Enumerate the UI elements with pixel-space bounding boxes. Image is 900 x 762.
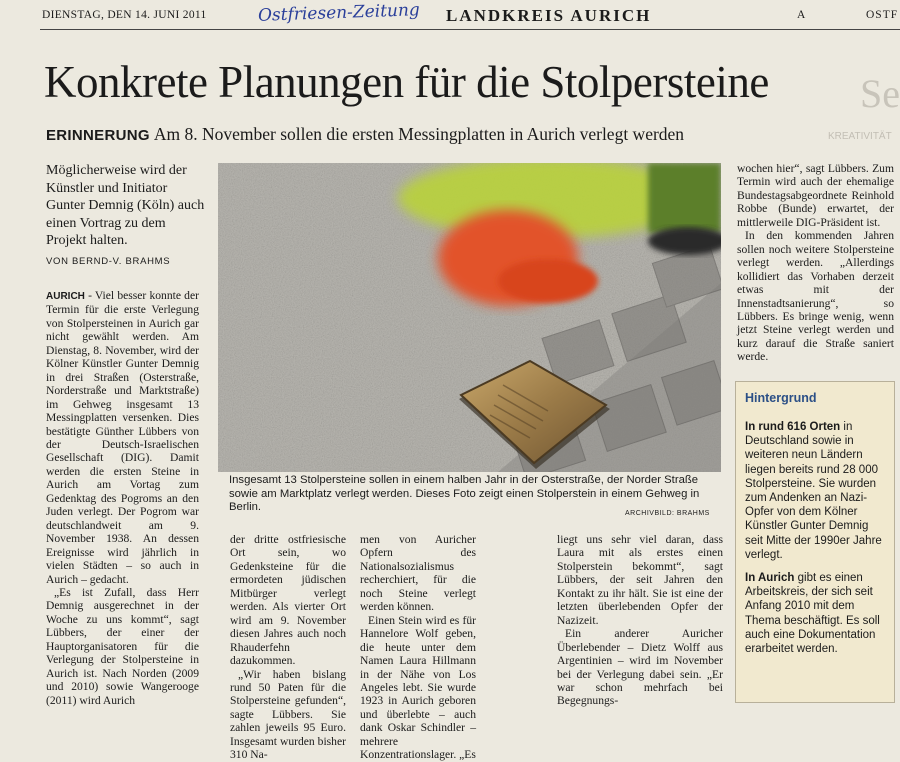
paragraph: wochen hier“, sagt Lübbers. Zum Termin wird auch der ehemalige Bundestagsabgeordnete Reinhold Robbe (Bunde) erwartet, der mittlerweile DIG-Präsident ist. xyxy=(737,162,894,229)
paragraph: liegt uns sehr viel daran, dass Laura mit als erstes einen Stolperstein bekommt“, sagt Lübbers, der seit Jahren den Kontakt zu ihr hält. Sie ist eine der letzten überlebenden Opfer der Nazizeit. xyxy=(557,533,723,627)
photo-credit: ARCHIVBILD: BRAHMS xyxy=(625,510,710,517)
masthead-rule xyxy=(40,29,900,30)
stolperstein-photo xyxy=(218,163,721,472)
byline: VON BERND-V. BRAHMS xyxy=(46,256,171,267)
dateline: AURICH xyxy=(46,291,85,302)
article-column-5 xyxy=(737,162,894,364)
info-paragraph: In rund 616 Orten in Deutschland sowie in weiteren neun Ländern liegen bereits rund 28 000 Stolpersteine. Sie wurden zum Andenken an Nazi-Opfer von dem Kölner Künstler Gunter Demnig seit Mitte der 1990er Jahre verlegt. xyxy=(745,421,882,561)
section-title: LANDKREIS AURICH xyxy=(446,6,652,25)
paragraph: In den kommenden Jahren sollen noch weitere Stolpersteine verlegt werden. „Allerdings kollidiert das Vorhaben derzeit etwas mit der Innenstadtsanierung“, so Lübbers. Es bringe wenig, wenn jetzt Steine verlegt werden und kurz darauf die Straße saniert werde. xyxy=(737,229,894,364)
info-box-text xyxy=(745,420,889,665)
subheadline xyxy=(46,124,684,145)
paragraph: „Wir haben bislang rund 50 Paten für die Stolpersteine gefunden“, sagte Lübbers. Sie zahlen jeweils 95 Euro. Insgesamt wurden bisher 310 Na- xyxy=(230,667,346,762)
info-paragraph: In Aurich gibt es einen Arbeitskreis, der sich seit Anfang 2010 mit dem Thema beschäftigt. Es soll auch eine Dokumentation erarbeitet werden. xyxy=(745,572,880,656)
bleed-through-text: KREATIVITÄT xyxy=(828,131,892,142)
article-column-1 xyxy=(46,289,199,707)
paragraph: men von Auricher Opfern des Nationalsozialismus recherchiert, für die noch Steine verlegt werden können. xyxy=(360,533,476,614)
headline: Konkrete Planungen für die Stolpersteine xyxy=(44,57,769,107)
page-letter: A xyxy=(797,9,806,21)
article-column-4 xyxy=(557,533,723,708)
paragraph: „Es ist Zufall, dass Herr Demnig ausgerechnet in der Woche zu uns kommt“, sagt Lübbers, der einer der Hauptorganisatoren für die Verlegung der Stolpersteine in Aurich ist. Nach Norden (2009 und 2010) sowie Wangerooge (2011) wird Aurich xyxy=(46,585,199,707)
edge-text: OSTF xyxy=(866,9,899,21)
photo-caption: Insgesamt 13 Stolpersteine sollen in einem halben Jahr in der Osterstraße, der Norder Straße sowie am Marktplatz verlegt werden. Dieses Foto zeigt einen Stolperstein in einem Gehweg in Berlin. xyxy=(229,474,700,514)
issue-date: DIENSTAG, DEN 14. JUNI 2011 xyxy=(42,9,207,21)
intro-paragraph: Möglicherweise wird der Künstler und Initiator Gunter Demnig (Köln) auch einen Vortrag zu dem Projekt halten. xyxy=(46,163,205,248)
article-column-2 xyxy=(230,533,346,762)
paragraph: Einen Stein wird es für Hannelore Wolf geben, die heute unter dem Namen Laura Hillmann in der Nähe von Los Angeles lebt. Sie wurde 1923 in Aurich geboren und überlebte – auch dank Oskar Schindler – mehrere Konzentrationslager. „Es xyxy=(360,613,476,762)
paragraph: AURICH - Viel besser konnte der Termin für die erste Verlegung von Stolpersteinen in Aurich gar nicht gewählt werden. Am Dienstag, 8. November, wird der Kölner Künstler Gunter Demnig in drei Straßen (Osterstraße, Norderstraße und Marktstraße) im Gehweg insgesamt 13 Messingplatten versenken. Dies bestätigte Günther Lübbers von der Deutsch-Israelischen Gesellschaft (DIG). Damit werden die ersten Steine in Aurich am Vortag zum Gedenktag des Pogroms an den Juden verlegt. Der Pogrom war deutschlandweit am 9. November 1938. An dessen Ereignisse wird jährlich in vielen Städten – so auch in Aurich – gedacht. xyxy=(46,289,199,586)
subhead-text: Am 8. November sollen die ersten Messingplatten in Aurich verlegt werden xyxy=(153,124,685,144)
article-column-3 xyxy=(360,533,476,762)
paragraph: der dritte ostfriesische Ort sein, wo Gedenksteine für die ermordeten jüdischen Mitbürger verlegt werden. Als vierter Ort wird am 9. November diesen Jahres auch noch Rhauderfehn dazukommen. xyxy=(230,533,346,668)
info-box-title: Hintergrund xyxy=(745,391,817,405)
handwritten-note: Ostfriesen-Zeitung xyxy=(257,0,421,26)
paragraph: Ein anderer Auricher Überlebender – Dietz Wolff aus Argentinien – wird im November bei der Verlegung dabei sein. „Er war schon mehrfach bei Begegnungs- xyxy=(557,627,723,708)
bleed-through-glyph: Se xyxy=(860,71,900,116)
kicker: ERINNERUNG xyxy=(46,127,150,144)
article-photo xyxy=(218,163,721,472)
